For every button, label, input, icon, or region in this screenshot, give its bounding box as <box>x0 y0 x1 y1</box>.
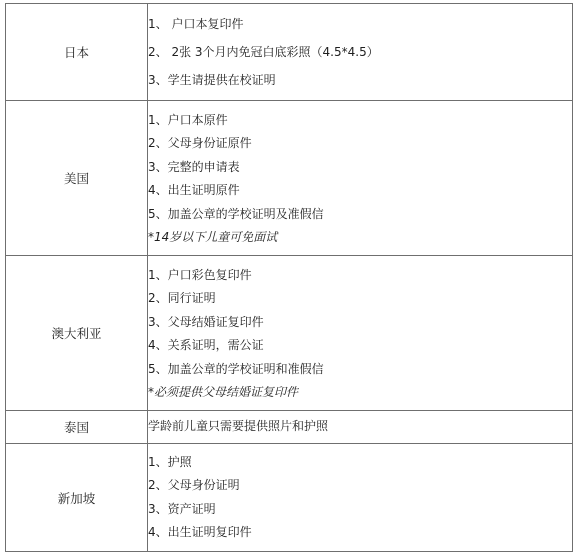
country-cell: 日本 <box>6 4 148 101</box>
requirement-item: 学龄前儿童只需要提供照片和护照 <box>148 419 329 434</box>
requirements-cell <box>148 444 573 552</box>
requirement-item: 2、父母身份证明 <box>148 478 240 492</box>
table-row-thailand <box>6 411 573 444</box>
requirement-item: 3、资产证明 <box>148 501 216 516</box>
requirement-item: 1、护照 <box>148 454 192 469</box>
table-row-singapore <box>6 444 573 552</box>
requirement-item: 2、父母身份证原件 <box>148 136 252 150</box>
requirement-item: 3、完整的申请表 <box>148 159 240 174</box>
country-cell: 澳大利亚 <box>6 256 148 411</box>
requirements-cell <box>148 411 573 444</box>
requirement-note: *14岁以下儿童可免面试 <box>148 230 278 244</box>
country-cell: 泰国 <box>6 411 148 444</box>
country-cell: 美国 <box>6 101 148 256</box>
requirement-item: 2、 2张 3个月内免冠白底彩照（4.5*4.5） <box>148 45 379 59</box>
table-row-usa <box>6 101 573 256</box>
visa-requirements-table <box>5 3 573 552</box>
country-cell: 新加坡 <box>6 444 148 552</box>
requirement-note: *必须提供父母结婚证复印件 <box>148 385 299 399</box>
requirements-cell <box>148 101 573 256</box>
requirement-item: 4、出生证明原件 <box>148 183 240 197</box>
requirement-item: 5、加盖公章的学校证明和准假信 <box>148 361 324 376</box>
requirement-item: 5、加盖公章的学校证明及准假信 <box>148 206 324 221</box>
requirement-item: 3、学生请提供在校证明 <box>148 73 276 87</box>
requirements-cell <box>148 4 573 101</box>
requirement-item: 3、父母结婚证复印件 <box>148 314 264 329</box>
requirement-item: 4、出生证明复印件 <box>148 525 252 539</box>
requirement-item: 1、户口彩色复印件 <box>148 267 252 282</box>
table-row-japan <box>6 4 573 101</box>
requirements-cell <box>148 256 573 411</box>
requirement-item: 2、同行证明 <box>148 291 216 305</box>
requirement-item: 1、 户口本复印件 <box>148 17 244 31</box>
requirement-item: 4、关系证明，需公证 <box>148 338 264 352</box>
requirement-item: 1、户口本原件 <box>148 112 228 127</box>
table-row-australia <box>6 256 573 411</box>
